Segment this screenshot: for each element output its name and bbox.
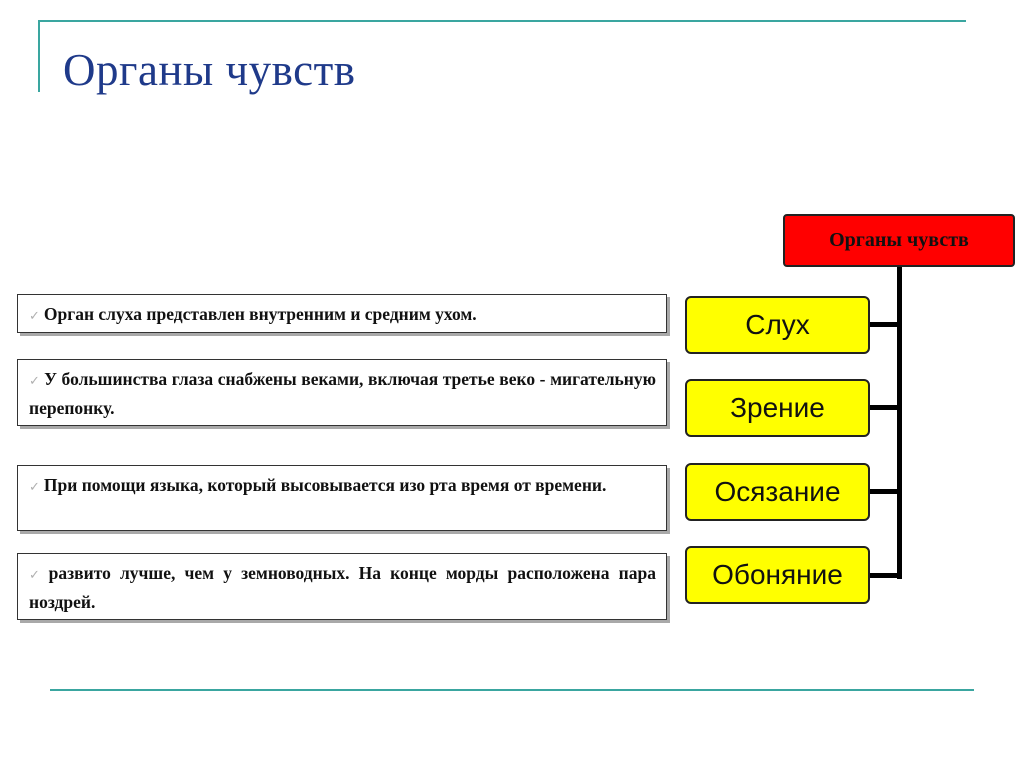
- branch-connector-touch: [868, 489, 902, 494]
- fact-box-vision: [17, 359, 667, 426]
- fact-box-hearing: [17, 294, 667, 333]
- fact-text: У большинства глаза снабжены веками, включая третье веко - мигательную перепонку.: [29, 369, 656, 418]
- fact-text: При помощи языка, который высовывается изо рта время от времени.: [43, 475, 607, 495]
- root-node: Органы чувств: [783, 214, 1015, 267]
- sense-node-smell: Обоняние: [685, 546, 870, 604]
- top-rule: [38, 20, 966, 22]
- sense-node-vision: Зрение: [685, 379, 870, 437]
- branch-connector-smell: [868, 573, 902, 578]
- branch-connector-hearing: [868, 322, 902, 327]
- branch-connector-vision: [868, 405, 902, 410]
- checkmark-icon: ✓: [29, 480, 40, 495]
- checkmark-icon: ✓: [29, 374, 41, 389]
- checkmark-icon: ✓: [29, 568, 45, 583]
- fact-text: развито лучше, чем у земноводных. На конце морды расположена пара ноздрей.: [29, 563, 656, 612]
- bottom-rule: [50, 689, 974, 691]
- fact-box-smell: [17, 553, 667, 620]
- left-rule: [38, 20, 40, 92]
- checkmark-icon: ✓: [29, 309, 40, 324]
- sense-node-touch: Осязание: [685, 463, 870, 521]
- slide-title: Органы чувств: [63, 45, 356, 95]
- fact-text: Орган слуха представлен внутренним и средним ухом.: [43, 304, 477, 324]
- sense-node-hearing: Слух: [685, 296, 870, 354]
- fact-box-touch: [17, 465, 667, 531]
- trunk-connector: [897, 267, 902, 579]
